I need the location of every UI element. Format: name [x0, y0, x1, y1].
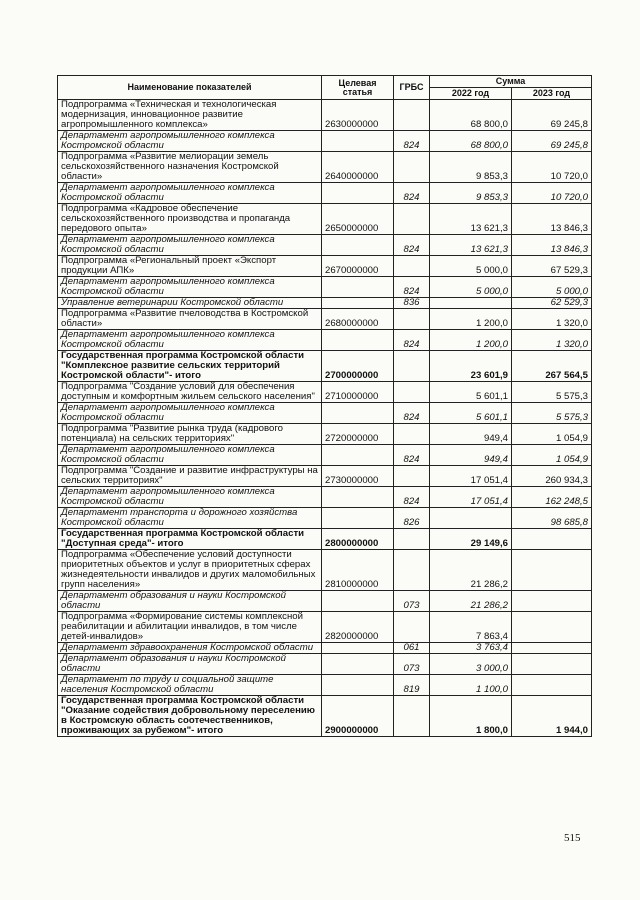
row-sum-2022: 23 601,9: [430, 351, 512, 382]
row-sum-2022: 13 621,3: [430, 204, 512, 235]
row-sum-2022: 1 100,0: [430, 675, 512, 696]
row-sum-2023: 67 529,3: [512, 256, 592, 277]
row-sum-2022: 1 200,0: [430, 309, 512, 330]
table-row: [58, 256, 592, 277]
row-target-code: [322, 403, 394, 424]
row-grbs: [394, 466, 430, 487]
row-grbs: [394, 204, 430, 235]
row-grbs: 824: [394, 445, 430, 466]
table-row: [58, 675, 592, 696]
page-number: 515: [564, 832, 581, 844]
table-row: [58, 100, 592, 131]
row-target-code: 2680000000: [322, 309, 394, 330]
row-target-code: 2710000000: [322, 382, 394, 403]
row-sum-2023: [512, 643, 592, 654]
row-name: Подпрограмма «Развитие пчеловодства в Костромской области»: [58, 309, 322, 330]
row-name: Управление ветеринарии Костромской области: [58, 298, 322, 309]
row-sum-2023: 1 054,9: [512, 424, 592, 445]
row-target-code: [322, 654, 394, 675]
row-grbs: 824: [394, 403, 430, 424]
row-name: Государственная программа Костромской области "Оказание содействия добровольному переселению в Костромскую область соотечественников, проживающих за рубежом"- итого: [58, 696, 322, 737]
row-name: Подпрограмма «Кадровое обеспечение сельскохозяйственного производства и пропаганда передового опыта»: [58, 204, 322, 235]
row-sum-2022: 21 286,2: [430, 550, 512, 591]
table-row: [58, 445, 592, 466]
table-row: [58, 235, 592, 256]
row-name: Департамент агропромышленного комплекса Костромской области: [58, 330, 322, 351]
row-name: Подпрограмма "Развитие рынка труда (кадрового потенциала) на сельских территориях": [58, 424, 322, 445]
row-target-code: [322, 277, 394, 298]
row-sum-2023: 98 685,8: [512, 508, 592, 529]
row-sum-2022: 5 601,1: [430, 403, 512, 424]
row-name: Подпрограмма «Обеспечение условий доступности приоритетных объектов и услуг в приоритетных сферах жизнедеятельности инвалидов и других маломобильных групп населения»: [58, 550, 322, 591]
row-target-code: [322, 591, 394, 612]
row-target-code: 2720000000: [322, 424, 394, 445]
row-target-code: 2900000000: [322, 696, 394, 737]
row-sum-2023: 162 248,5: [512, 487, 592, 508]
table-row: [58, 277, 592, 298]
row-name: Департамент агропромышленного комплекса Костромской области: [58, 487, 322, 508]
row-sum-2023: 5 000,0: [512, 277, 592, 298]
row-grbs: [394, 550, 430, 591]
row-sum-2022: 9 853,3: [430, 152, 512, 183]
row-name: Департамент образования и науки Костромской области: [58, 654, 322, 675]
row-sum-2022: [430, 298, 512, 309]
table-row: [58, 183, 592, 204]
row-target-code: 2700000000: [322, 351, 394, 382]
table-row: [58, 654, 592, 675]
row-target-code: 2670000000: [322, 256, 394, 277]
row-sum-2023: 5 575,3: [512, 382, 592, 403]
row-name: Департамент агропромышленного комплекса Костромской области: [58, 235, 322, 256]
table-row: [58, 487, 592, 508]
row-grbs: 824: [394, 487, 430, 508]
row-grbs: 824: [394, 235, 430, 256]
table-row: [58, 591, 592, 612]
header-name: Наименование показателей: [58, 76, 322, 100]
row-sum-2023: 260 934,3: [512, 466, 592, 487]
row-grbs: [394, 351, 430, 382]
row-sum-2022: 5 601,1: [430, 382, 512, 403]
table-row: [58, 382, 592, 403]
row-target-code: [322, 675, 394, 696]
row-sum-2022: 17 051,4: [430, 466, 512, 487]
row-name: Департамент по труду и социальной защите населения Костромской области: [58, 675, 322, 696]
row-sum-2023: 267 564,5: [512, 351, 592, 382]
row-name: Подпрограмма "Создание и развитие инфраструктуры на сельских территориях": [58, 466, 322, 487]
table-body: [58, 100, 592, 737]
row-target-code: 2730000000: [322, 466, 394, 487]
row-name: Государственная программа Костромской области "Доступная среда"- итого: [58, 529, 322, 550]
row-sum-2022: 17 051,4: [430, 487, 512, 508]
row-name: Департамент агропромышленного комплекса Костромской области: [58, 445, 322, 466]
row-grbs: [394, 152, 430, 183]
row-sum-2023: 1 320,0: [512, 309, 592, 330]
row-target-code: [322, 487, 394, 508]
row-sum-2022: 949,4: [430, 424, 512, 445]
table-row: [58, 309, 592, 330]
row-grbs: 824: [394, 131, 430, 152]
row-grbs: 819: [394, 675, 430, 696]
row-sum-2023: [512, 591, 592, 612]
row-grbs: 061: [394, 643, 430, 654]
row-sum-2023: [512, 550, 592, 591]
row-sum-2022: 1 200,0: [430, 330, 512, 351]
row-sum-2022: 9 853,3: [430, 183, 512, 204]
row-grbs: 836: [394, 298, 430, 309]
row-name: Подпрограмма «Региональный проект «Экспорт продукции АПК»: [58, 256, 322, 277]
row-sum-2023: 5 575,3: [512, 403, 592, 424]
table-row: [58, 696, 592, 737]
row-sum-2023: 10 720,0: [512, 152, 592, 183]
row-grbs: [394, 529, 430, 550]
table-row: [58, 550, 592, 591]
row-target-code: 2810000000: [322, 550, 394, 591]
table-row: [58, 298, 592, 309]
row-sum-2022: 21 286,2: [430, 591, 512, 612]
table-row: [58, 643, 592, 654]
row-target-code: 2800000000: [322, 529, 394, 550]
row-grbs: 073: [394, 591, 430, 612]
row-sum-2023: 69 245,8: [512, 131, 592, 152]
header-code: Целевая статья: [322, 76, 394, 100]
row-sum-2023: 1 944,0: [512, 696, 592, 737]
row-name: Подпрограмма «Формирование системы комплексной реабилитации и абилитации инвалидов, в том числе детей-инвалидов»: [58, 612, 322, 643]
row-name: Подпрограмма «Техническая и технологическая модернизация, инновационное развитие агропромышленного комплекса»: [58, 100, 322, 131]
row-sum-2022: 3 000,0: [430, 654, 512, 675]
table-row: [58, 424, 592, 445]
row-sum-2023: 1 054,9: [512, 445, 592, 466]
row-sum-2023: [512, 612, 592, 643]
table-row: [58, 508, 592, 529]
header-sum: Сумма: [430, 76, 592, 88]
table-row: [58, 330, 592, 351]
row-sum-2023: [512, 654, 592, 675]
row-sum-2022: [430, 508, 512, 529]
row-sum-2022: 1 800,0: [430, 696, 512, 737]
row-sum-2022: 3 763,4: [430, 643, 512, 654]
row-grbs: [394, 309, 430, 330]
row-sum-2022: 13 621,3: [430, 235, 512, 256]
row-grbs: [394, 382, 430, 403]
row-grbs: 824: [394, 183, 430, 204]
row-grbs: 824: [394, 277, 430, 298]
row-sum-2022: 68 800,0: [430, 100, 512, 131]
row-grbs: 826: [394, 508, 430, 529]
row-grbs: 824: [394, 330, 430, 351]
table-row: [58, 131, 592, 152]
row-target-code: 2630000000: [322, 100, 394, 131]
row-grbs: [394, 256, 430, 277]
row-target-code: 2650000000: [322, 204, 394, 235]
row-target-code: [322, 235, 394, 256]
table-row: [58, 466, 592, 487]
row-name: Департамент агропромышленного комплекса Костромской области: [58, 277, 322, 298]
table-row: [58, 152, 592, 183]
row-target-code: [322, 330, 394, 351]
row-target-code: [322, 183, 394, 204]
row-sum-2023: 10 720,0: [512, 183, 592, 204]
row-sum-2023: 69 245,8: [512, 100, 592, 131]
row-sum-2022: 7 863,4: [430, 612, 512, 643]
budget-table: [57, 75, 592, 737]
row-sum-2023: 13 846,3: [512, 204, 592, 235]
row-target-code: [322, 131, 394, 152]
row-name: Департамент агропромышленного комплекса Костромской области: [58, 183, 322, 204]
row-grbs: [394, 100, 430, 131]
row-sum-2023: 1 320,0: [512, 330, 592, 351]
table-row: [58, 529, 592, 550]
row-sum-2023: [512, 529, 592, 550]
table-row: [58, 612, 592, 643]
row-sum-2023: 13 846,3: [512, 235, 592, 256]
row-target-code: [322, 445, 394, 466]
row-target-code: 2640000000: [322, 152, 394, 183]
table-row: [58, 204, 592, 235]
row-target-code: [322, 298, 394, 309]
row-sum-2022: 949,4: [430, 445, 512, 466]
header-grbs: ГРБС: [394, 76, 430, 100]
row-grbs: [394, 612, 430, 643]
row-name: Департамент образования и науки Костромской области: [58, 591, 322, 612]
row-sum-2023: 62 529,3: [512, 298, 592, 309]
row-sum-2022: 29 149,6: [430, 529, 512, 550]
row-name: Подпрограмма "Создание условий для обеспечения доступным и комфортным жильем сельского населения": [58, 382, 322, 403]
row-grbs: [394, 696, 430, 737]
row-name: Департамент здравоохранения Костромской области: [58, 643, 322, 654]
row-target-code: [322, 508, 394, 529]
row-sum-2022: 5 000,0: [430, 277, 512, 298]
row-target-code: 2820000000: [322, 612, 394, 643]
header-year-2022: 2022 год: [430, 88, 512, 100]
header-row-1: [58, 76, 592, 88]
row-name: Подпрограмма «Развитие мелиорации земель сельскохозяйственного назначения Костромской области»: [58, 152, 322, 183]
row-name: Департамент транспорта и дорожного хозяйства Костромской области: [58, 508, 322, 529]
table-row: [58, 351, 592, 382]
row-sum-2023: [512, 675, 592, 696]
row-name: Государственная программа Костромской области "Комплексное развитие сельских территорий Костромской области"- итого: [58, 351, 322, 382]
row-sum-2022: 68 800,0: [430, 131, 512, 152]
row-name: Департамент агропромышленного комплекса Костромской области: [58, 403, 322, 424]
table-row: [58, 403, 592, 424]
row-grbs: 073: [394, 654, 430, 675]
row-name: Департамент агропромышленного комплекса Костромской области: [58, 131, 322, 152]
header-year-2023: 2023 год: [512, 88, 592, 100]
row-grbs: [394, 424, 430, 445]
row-target-code: [322, 643, 394, 654]
row-sum-2022: 5 000,0: [430, 256, 512, 277]
